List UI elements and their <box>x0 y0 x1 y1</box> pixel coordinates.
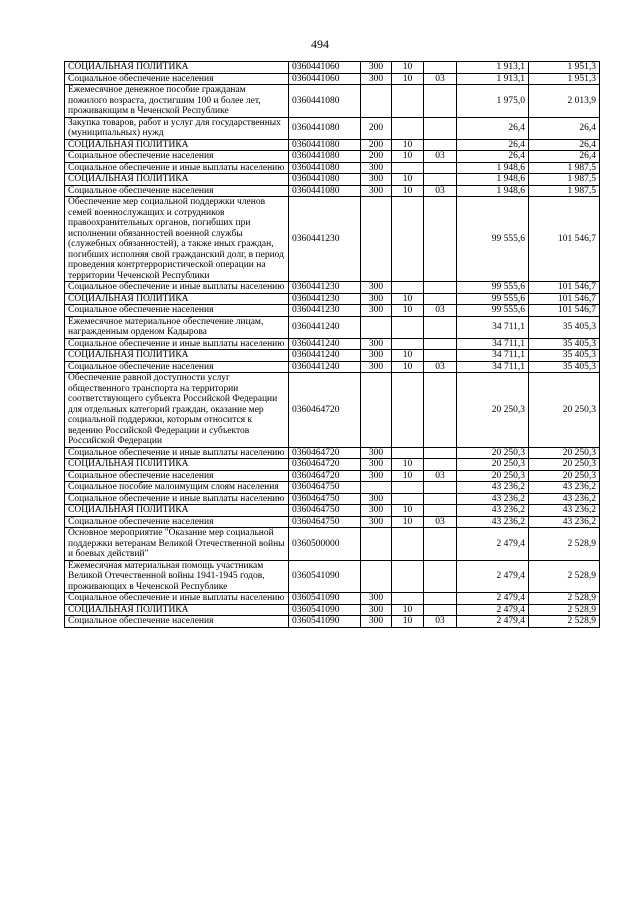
row-code-cell: 0360464720 <box>289 447 361 459</box>
row-year2-cell: 20 250,3 <box>529 459 600 471</box>
row-year1-cell: 2 479,4 <box>457 604 529 616</box>
row-vr-cell: 300 <box>361 162 392 174</box>
table-row <box>65 151 600 163</box>
row-rz-cell <box>392 316 424 338</box>
row-year2-cell: 20 250,3 <box>529 447 600 459</box>
row-rz-cell: 10 <box>392 305 424 317</box>
row-code-cell: 0360441240 <box>289 361 361 373</box>
row-rz-cell: 10 <box>392 505 424 517</box>
row-name-cell: СОЦИАЛЬНАЯ ПОЛИТИКА <box>65 293 289 305</box>
row-year2-cell: 1 951,3 <box>529 73 600 85</box>
row-year2-cell: 101 546,7 <box>529 305 600 317</box>
row-year2-cell: 2 013,9 <box>529 85 600 118</box>
table-body <box>65 62 600 628</box>
row-year1-cell: 34 711,1 <box>457 316 529 338</box>
row-pr-cell: 03 <box>424 516 457 528</box>
row-vr-cell: 300 <box>361 505 392 517</box>
row-year2-cell: 1 951,3 <box>529 62 600 74</box>
row-code-cell: 0360441080 <box>289 85 361 118</box>
row-vr-cell: 300 <box>361 73 392 85</box>
row-vr-cell <box>361 560 392 593</box>
row-year1-cell: 26,4 <box>457 117 529 139</box>
row-rz-cell <box>392 593 424 605</box>
row-year1-cell: 99 555,6 <box>457 305 529 317</box>
table-row <box>65 85 600 118</box>
row-year2-cell: 35 405,3 <box>529 361 600 373</box>
row-name-cell: Закупка товаров, работ и услуг для государственных (муниципальных) нужд <box>65 117 289 139</box>
row-year1-cell: 34 711,1 <box>457 350 529 362</box>
table-row <box>65 316 600 338</box>
row-code-cell: 0360441240 <box>289 338 361 350</box>
row-year2-cell: 101 546,7 <box>529 282 600 294</box>
row-code-cell: 0360464750 <box>289 493 361 505</box>
row-code-cell: 0360541090 <box>289 616 361 628</box>
row-name-cell: СОЦИАЛЬНАЯ ПОЛИТИКА <box>65 459 289 471</box>
row-vr-cell: 300 <box>361 282 392 294</box>
row-pr-cell <box>424 350 457 362</box>
row-vr-cell: 300 <box>361 604 392 616</box>
table-row <box>65 505 600 517</box>
row-vr-cell <box>361 482 392 494</box>
row-code-cell: 0360464720 <box>289 459 361 471</box>
table-row <box>65 185 600 197</box>
row-vr-cell: 300 <box>361 493 392 505</box>
row-name-cell: Социальное обеспечение населения <box>65 185 289 197</box>
row-pr-cell <box>424 174 457 186</box>
row-year1-cell: 2 479,4 <box>457 528 529 561</box>
row-pr-cell <box>424 338 457 350</box>
row-year2-cell: 43 236,2 <box>529 516 600 528</box>
row-pr-cell <box>424 593 457 605</box>
row-rz-cell: 10 <box>392 185 424 197</box>
row-name-cell: Социальное обеспечение населения <box>65 361 289 373</box>
row-vr-cell: 300 <box>361 616 392 628</box>
row-year1-cell: 1 975,0 <box>457 85 529 118</box>
row-rz-cell <box>392 85 424 118</box>
row-rz-cell <box>392 162 424 174</box>
row-year2-cell: 35 405,3 <box>529 338 600 350</box>
row-code-cell: 0360541090 <box>289 593 361 605</box>
row-vr-cell <box>361 197 392 282</box>
row-rz-cell: 10 <box>392 293 424 305</box>
row-year2-cell: 35 405,3 <box>529 350 600 362</box>
row-vr-cell: 300 <box>361 305 392 317</box>
table-row <box>65 197 600 282</box>
table-row <box>65 373 600 448</box>
row-year2-cell: 101 546,7 <box>529 197 600 282</box>
row-year1-cell: 43 236,2 <box>457 482 529 494</box>
row-name-cell: Социальное обеспечение и иные выплаты населению <box>65 338 289 350</box>
table-row <box>65 528 600 561</box>
row-pr-cell <box>424 293 457 305</box>
row-year2-cell: 2 528,9 <box>529 528 600 561</box>
row-year2-cell: 43 236,2 <box>529 505 600 517</box>
row-name-cell: Социальное обеспечение населения <box>65 305 289 317</box>
row-vr-cell: 200 <box>361 139 392 151</box>
row-pr-cell: 03 <box>424 616 457 628</box>
row-year1-cell: 1 948,6 <box>457 162 529 174</box>
row-year2-cell: 20 250,3 <box>529 470 600 482</box>
row-rz-cell: 10 <box>392 361 424 373</box>
row-rz-cell: 10 <box>392 62 424 74</box>
row-year2-cell: 26,4 <box>529 117 600 139</box>
row-vr-cell: 300 <box>361 338 392 350</box>
row-code-cell: 0360464750 <box>289 505 361 517</box>
row-code-cell: 0360441240 <box>289 350 361 362</box>
row-name-cell: СОЦИАЛЬНАЯ ПОЛИТИКА <box>65 350 289 362</box>
row-pr-cell: 03 <box>424 470 457 482</box>
table-row <box>65 282 600 294</box>
table-row <box>65 616 600 628</box>
row-year1-cell: 26,4 <box>457 139 529 151</box>
table-row <box>65 447 600 459</box>
table-row <box>65 593 600 605</box>
row-code-cell: 0360500000 <box>289 528 361 561</box>
table-row <box>65 139 600 151</box>
table-row <box>65 162 600 174</box>
row-name-cell: Ежемесячное материальное обеспечение лицам, награжденным орденом Кадырова <box>65 316 289 338</box>
row-rz-cell: 10 <box>392 516 424 528</box>
row-name-cell: Социальное обеспечение и иные выплаты населению <box>65 493 289 505</box>
row-year2-cell: 26,4 <box>529 151 600 163</box>
row-name-cell: Обеспечение равной доступности услуг общественного транспорта на территории соответствующего субъекта Российской Федерации для отдельных категорий граждан, оказание мер социальной поддержки, которым относится к ведению Российской Федерации и субъектов Российской Федерации <box>65 373 289 448</box>
table-row <box>65 350 600 362</box>
row-vr-cell <box>361 85 392 118</box>
row-pr-cell <box>424 162 457 174</box>
row-pr-cell <box>424 117 457 139</box>
row-year1-cell: 99 555,6 <box>457 293 529 305</box>
row-code-cell: 0360441230 <box>289 282 361 294</box>
row-rz-cell <box>392 282 424 294</box>
row-rz-cell: 10 <box>392 174 424 186</box>
table-row <box>65 459 600 471</box>
row-pr-cell: 03 <box>424 361 457 373</box>
row-name-cell: Социальное обеспечение населения <box>65 151 289 163</box>
row-vr-cell: 300 <box>361 361 392 373</box>
row-pr-cell <box>424 139 457 151</box>
row-year1-cell: 20 250,3 <box>457 447 529 459</box>
row-year2-cell: 26,4 <box>529 139 600 151</box>
row-code-cell: 0360464750 <box>289 482 361 494</box>
row-vr-cell: 300 <box>361 185 392 197</box>
row-pr-cell <box>424 197 457 282</box>
row-pr-cell <box>424 85 457 118</box>
row-year1-cell: 2 479,4 <box>457 593 529 605</box>
row-year1-cell: 34 711,1 <box>457 361 529 373</box>
row-year1-cell: 43 236,2 <box>457 516 529 528</box>
row-rz-cell <box>392 528 424 561</box>
row-rz-cell <box>392 197 424 282</box>
row-year1-cell: 43 236,2 <box>457 493 529 505</box>
row-year2-cell: 2 528,9 <box>529 593 600 605</box>
row-year1-cell: 1 948,6 <box>457 185 529 197</box>
row-name-cell: Основное мероприятие "Оказание мер социальной поддержки ветеранам Великой Отечественной войны и боевых действий" <box>65 528 289 561</box>
row-code-cell: 0360441080 <box>289 185 361 197</box>
row-code-cell: 0360441080 <box>289 151 361 163</box>
row-year1-cell: 1 913,1 <box>457 73 529 85</box>
row-vr-cell: 300 <box>361 447 392 459</box>
table-row <box>65 62 600 74</box>
table-row <box>65 73 600 85</box>
row-pr-cell <box>424 316 457 338</box>
row-vr-cell: 200 <box>361 117 392 139</box>
row-rz-cell <box>392 117 424 139</box>
row-rz-cell: 10 <box>392 350 424 362</box>
row-rz-cell: 10 <box>392 73 424 85</box>
table-row <box>65 482 600 494</box>
row-year2-cell: 101 546,7 <box>529 293 600 305</box>
row-year2-cell: 1 987,5 <box>529 185 600 197</box>
table-row <box>65 117 600 139</box>
row-vr-cell: 300 <box>361 593 392 605</box>
table-row <box>65 338 600 350</box>
row-name-cell: Обеспечение мер социальной поддержки членов семей военнослужащих и сотрудников правоохранительных органов, погибших при исполнении обязанностей военной службы (служебных обязанностей), а также иных граждан, погибших исполняя свой гражданский долг, в период проведения контртеррористической операции на территории Чеченской Республики <box>65 197 289 282</box>
row-vr-cell <box>361 373 392 448</box>
table-row <box>65 305 600 317</box>
row-year2-cell: 43 236,2 <box>529 493 600 505</box>
row-pr-cell <box>424 459 457 471</box>
row-year2-cell: 1 987,5 <box>529 174 600 186</box>
row-rz-cell <box>392 338 424 350</box>
row-pr-cell <box>424 282 457 294</box>
row-pr-cell <box>424 528 457 561</box>
row-rz-cell <box>392 482 424 494</box>
row-code-cell: 0360441080 <box>289 139 361 151</box>
row-pr-cell: 03 <box>424 73 457 85</box>
row-rz-cell <box>392 447 424 459</box>
row-name-cell: Социальное обеспечение и иные выплаты населению <box>65 282 289 294</box>
row-vr-cell <box>361 528 392 561</box>
row-code-cell: 0360541090 <box>289 560 361 593</box>
page-number: 494 <box>311 37 329 51</box>
row-code-cell: 0360441230 <box>289 197 361 282</box>
row-code-cell: 0360441240 <box>289 316 361 338</box>
row-name-cell: СОЦИАЛЬНАЯ ПОЛИТИКА <box>65 604 289 616</box>
budget-table <box>64 61 600 628</box>
table-row <box>65 516 600 528</box>
table-row <box>65 493 600 505</box>
row-code-cell: 0360464720 <box>289 470 361 482</box>
row-code-cell: 0360441080 <box>289 117 361 139</box>
row-name-cell: Социальное обеспечение населения <box>65 516 289 528</box>
row-rz-cell: 10 <box>392 604 424 616</box>
row-code-cell: 0360541090 <box>289 604 361 616</box>
row-rz-cell <box>392 493 424 505</box>
row-name-cell: Социальное обеспечение и иные выплаты населению <box>65 447 289 459</box>
table-row <box>65 604 600 616</box>
row-code-cell: 0360464720 <box>289 373 361 448</box>
row-code-cell: 0360441060 <box>289 62 361 74</box>
row-vr-cell: 200 <box>361 151 392 163</box>
row-name-cell: Ежемесячное денежное пособие гражданам пожилого возраста, достигшим 100 и более лет, проживающим в Чеченской Республике <box>65 85 289 118</box>
row-pr-cell: 03 <box>424 305 457 317</box>
row-name-cell: СОЦИАЛЬНАЯ ПОЛИТИКА <box>65 62 289 74</box>
row-name-cell: СОЦИАЛЬНАЯ ПОЛИТИКА <box>65 174 289 186</box>
row-code-cell: 0360441230 <box>289 293 361 305</box>
row-year1-cell: 43 236,2 <box>457 505 529 517</box>
row-year2-cell: 2 528,9 <box>529 604 600 616</box>
row-pr-cell <box>424 560 457 593</box>
row-year2-cell: 2 528,9 <box>529 560 600 593</box>
row-rz-cell <box>392 373 424 448</box>
row-year1-cell: 20 250,3 <box>457 373 529 448</box>
table-row <box>65 470 600 482</box>
row-code-cell: 0360441080 <box>289 174 361 186</box>
row-pr-cell <box>424 493 457 505</box>
row-year1-cell: 2 479,4 <box>457 616 529 628</box>
row-vr-cell: 300 <box>361 293 392 305</box>
row-name-cell: Социальное обеспечение и иные выплаты населению <box>65 162 289 174</box>
row-vr-cell: 300 <box>361 350 392 362</box>
row-rz-cell: 10 <box>392 459 424 471</box>
table-row <box>65 174 600 186</box>
row-year1-cell: 34 711,1 <box>457 338 529 350</box>
row-name-cell: Социальное обеспечение населения <box>65 470 289 482</box>
row-pr-cell <box>424 604 457 616</box>
row-year2-cell: 2 528,9 <box>529 616 600 628</box>
table-row <box>65 293 600 305</box>
row-pr-cell <box>424 447 457 459</box>
row-year2-cell: 35 405,3 <box>529 316 600 338</box>
row-pr-cell: 03 <box>424 151 457 163</box>
row-code-cell: 0360441060 <box>289 73 361 85</box>
row-name-cell: Социальное обеспечение населения <box>65 73 289 85</box>
row-vr-cell: 300 <box>361 62 392 74</box>
row-year2-cell: 20 250,3 <box>529 373 600 448</box>
row-pr-cell <box>424 373 457 448</box>
row-year1-cell: 99 555,6 <box>457 282 529 294</box>
row-vr-cell: 300 <box>361 459 392 471</box>
row-pr-cell <box>424 482 457 494</box>
row-year1-cell: 1 913,1 <box>457 62 529 74</box>
row-year1-cell: 20 250,3 <box>457 459 529 471</box>
row-vr-cell <box>361 316 392 338</box>
row-rz-cell: 10 <box>392 139 424 151</box>
row-pr-cell <box>424 505 457 517</box>
row-rz-cell: 10 <box>392 151 424 163</box>
row-code-cell: 0360441230 <box>289 305 361 317</box>
row-vr-cell: 300 <box>361 470 392 482</box>
row-year1-cell: 1 948,6 <box>457 174 529 186</box>
row-rz-cell <box>392 560 424 593</box>
row-code-cell: 0360441080 <box>289 162 361 174</box>
row-name-cell: Социальное обеспечение и иные выплаты населению <box>65 593 289 605</box>
row-vr-cell: 300 <box>361 174 392 186</box>
row-year2-cell: 43 236,2 <box>529 482 600 494</box>
table-row <box>65 560 600 593</box>
row-pr-cell: 03 <box>424 185 457 197</box>
row-rz-cell: 10 <box>392 616 424 628</box>
row-year1-cell: 99 555,6 <box>457 197 529 282</box>
row-code-cell: 0360464750 <box>289 516 361 528</box>
row-name-cell: СОЦИАЛЬНАЯ ПОЛИТИКА <box>65 505 289 517</box>
row-name-cell: Социальное обеспечение населения <box>65 616 289 628</box>
row-name-cell: СОЦИАЛЬНАЯ ПОЛИТИКА <box>65 139 289 151</box>
row-year2-cell: 1 987,5 <box>529 162 600 174</box>
row-year1-cell: 20 250,3 <box>457 470 529 482</box>
row-name-cell: Социальное пособие малоимущим слоям населения <box>65 482 289 494</box>
row-year1-cell: 26,4 <box>457 151 529 163</box>
row-pr-cell <box>424 62 457 74</box>
row-rz-cell: 10 <box>392 470 424 482</box>
row-vr-cell: 300 <box>361 516 392 528</box>
table-row <box>65 361 600 373</box>
row-name-cell: Ежемесячная материальная помощь участникам Великой Отечественной войны 1941-1945 годов, проживающих в Чеченской Республике <box>65 560 289 593</box>
row-year1-cell: 2 479,4 <box>457 560 529 593</box>
